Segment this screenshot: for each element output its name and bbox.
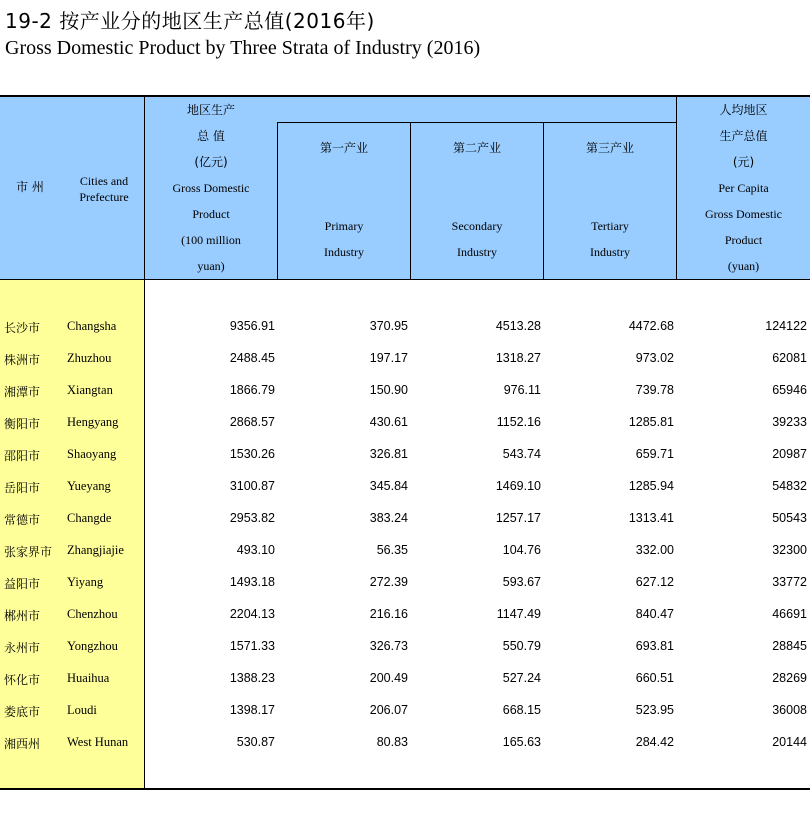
cell-secondary: 976.11 [503, 383, 541, 397]
cell-percap: 124122 [765, 319, 807, 333]
cell-primary: 216.16 [369, 607, 408, 621]
header-city-en: Cities and Prefecture [79, 174, 129, 204]
cell-gdp: 1866.79 [229, 383, 275, 397]
header-tertiary: 第三产业 Tertiary Industry [585, 141, 634, 259]
title-chinese: 19-2 按产业分的地区生产总值(2016年) [5, 9, 375, 33]
cell-gdp: 530.87 [236, 735, 275, 749]
cell-primary: 345.84 [369, 479, 408, 493]
table-row [0, 695, 810, 727]
table-row [0, 311, 810, 343]
cell-tertiary: 284.42 [635, 735, 674, 749]
cell-percap: 62081 [772, 351, 807, 365]
cell-gdp: 2488.45 [229, 351, 275, 365]
city-name-en: Yiyang [67, 575, 104, 589]
cell-primary: 206.07 [369, 703, 408, 717]
city-name-cn: 郴州市 [4, 609, 41, 623]
cell-percap: 36008 [772, 703, 807, 717]
city-name-cn: 永州市 [4, 641, 41, 655]
cell-secondary: 4513.28 [495, 319, 541, 333]
cell-gdp: 1530.26 [229, 447, 275, 461]
cell-secondary: 550.79 [502, 639, 541, 653]
cell-percap: 54832 [772, 479, 807, 493]
cell-tertiary: 1285.94 [628, 479, 674, 493]
cell-gdp: 1398.17 [229, 703, 275, 717]
table-row [0, 727, 810, 759]
cell-primary: 272.39 [369, 575, 408, 589]
table-row [0, 631, 810, 663]
cell-primary: 383.24 [369, 511, 408, 525]
cell-primary: 326.73 [369, 639, 408, 653]
cell-gdp: 1493.18 [229, 575, 275, 589]
cell-tertiary: 659.71 [635, 447, 674, 461]
city-name-cn: 岳阳市 [4, 481, 41, 495]
city-name-en: Zhangjiajie [67, 543, 124, 557]
cell-tertiary: 693.81 [635, 639, 674, 653]
title-english: Gross Domestic Product by Three Strata of Industry (2016) [5, 37, 481, 59]
cell-gdp: 493.10 [236, 543, 275, 557]
cell-primary: 326.81 [369, 447, 408, 461]
city-name-cn: 张家界市 [4, 545, 53, 559]
city-name-en: Xiangtan [67, 383, 113, 397]
city-name-en: Huaihua [67, 671, 110, 685]
cell-primary: 200.49 [369, 671, 408, 685]
city-name-cn: 邵阳市 [4, 449, 41, 463]
cell-secondary: 1469.10 [495, 479, 541, 493]
city-name-en: Loudi [67, 703, 97, 717]
cell-secondary: 104.76 [502, 543, 541, 557]
table-row [0, 663, 810, 695]
city-name-en: Yongzhou [67, 639, 118, 653]
city-name-cn: 益阳市 [4, 577, 41, 591]
cell-tertiary: 973.02 [635, 351, 674, 365]
cell-secondary: 668.15 [502, 703, 541, 717]
cell-primary: 197.17 [369, 351, 408, 365]
table-row [0, 343, 810, 375]
cell-primary: 80.83 [376, 735, 408, 749]
bottom-rule [0, 788, 810, 790]
cell-secondary: 1147.49 [496, 607, 541, 621]
city-name-cn: 株洲市 [4, 353, 41, 367]
cell-tertiary: 660.51 [635, 671, 674, 685]
table-row [0, 503, 810, 535]
cell-percap: 20987 [772, 447, 807, 461]
city-name-cn: 长沙市 [4, 321, 41, 335]
table-row [0, 535, 810, 567]
cell-primary: 430.61 [369, 415, 408, 429]
city-name-en: Shaoyang [67, 447, 117, 461]
header-secondary: 第二产业 Secondary Industry [451, 141, 503, 259]
city-name-en: Changde [67, 511, 112, 525]
cell-tertiary: 739.78 [635, 383, 674, 397]
cell-tertiary: 332.00 [635, 543, 674, 557]
city-name-en: Chenzhou [67, 607, 118, 621]
cell-primary: 150.90 [369, 383, 408, 397]
cell-percap: 39233 [772, 415, 807, 429]
city-name-en: Hengyang [67, 415, 119, 429]
table-header [0, 97, 810, 280]
city-name-en: West Hunan [67, 735, 129, 749]
cell-gdp: 2868.57 [229, 415, 275, 429]
cell-percap: 46691 [772, 607, 807, 621]
cell-tertiary: 523.95 [635, 703, 674, 717]
cell-secondary: 543.74 [502, 447, 541, 461]
cell-percap: 33772 [772, 575, 807, 589]
cell-secondary: 1152.16 [496, 415, 541, 429]
cell-gdp: 1388.23 [229, 671, 275, 685]
cell-tertiary: 627.12 [635, 575, 674, 589]
city-name-en: Changsha [67, 319, 117, 333]
cell-gdp: 3100.87 [229, 479, 275, 493]
cell-gdp: 2204.13 [229, 607, 275, 621]
cell-percap: 65946 [772, 383, 807, 397]
cell-percap: 50543 [772, 511, 807, 525]
table-row [0, 375, 810, 407]
cell-gdp: 1571.33 [229, 639, 275, 653]
cell-gdp: 2953.82 [229, 511, 275, 525]
table-row [0, 407, 810, 439]
cell-primary: 370.95 [369, 319, 408, 333]
city-name-cn: 怀化市 [4, 673, 41, 687]
cell-tertiary: 1285.81 [628, 415, 674, 429]
cell-secondary: 1318.27 [495, 351, 541, 365]
city-name-cn: 常德市 [4, 513, 41, 527]
table-row [0, 567, 810, 599]
header-primary: 第一产业 Primary Industry [319, 141, 368, 259]
city-name-en: Zhuzhou [67, 351, 112, 365]
header-per-capita: 人均地区 生产总值 (元) Per Capita Gross Domestic Product (yuan) [705, 103, 782, 273]
cell-secondary: 165.63 [502, 735, 541, 749]
cell-percap: 28845 [772, 639, 807, 653]
city-name-en: Yueyang [67, 479, 111, 493]
city-name-cn: 湘西州 [4, 737, 41, 751]
city-name-cn: 湘潭市 [4, 385, 41, 399]
cell-percap: 28269 [772, 671, 807, 685]
cell-secondary: 593.67 [502, 575, 541, 589]
cell-percap: 32300 [772, 543, 807, 557]
header-city-cn: 市 州 [16, 180, 44, 194]
cell-tertiary: 1313.41 [628, 511, 674, 525]
table-row [0, 599, 810, 631]
cell-tertiary: 840.47 [635, 607, 674, 621]
header-gdp: 地区生产 总 值 (亿元) Gross Domestic Product (100 million yuan) [172, 103, 250, 273]
cell-tertiary: 4472.68 [628, 319, 674, 333]
cell-primary: 56.35 [376, 543, 408, 557]
city-name-cn: 娄底市 [4, 705, 41, 719]
table-row [0, 471, 810, 503]
city-name-cn: 衡阳市 [4, 417, 41, 431]
cell-secondary: 527.24 [502, 671, 541, 685]
cell-percap: 20144 [772, 735, 807, 749]
cell-gdp: 9356.91 [229, 319, 275, 333]
cell-secondary: 1257.17 [495, 511, 541, 525]
table-row [0, 439, 810, 471]
